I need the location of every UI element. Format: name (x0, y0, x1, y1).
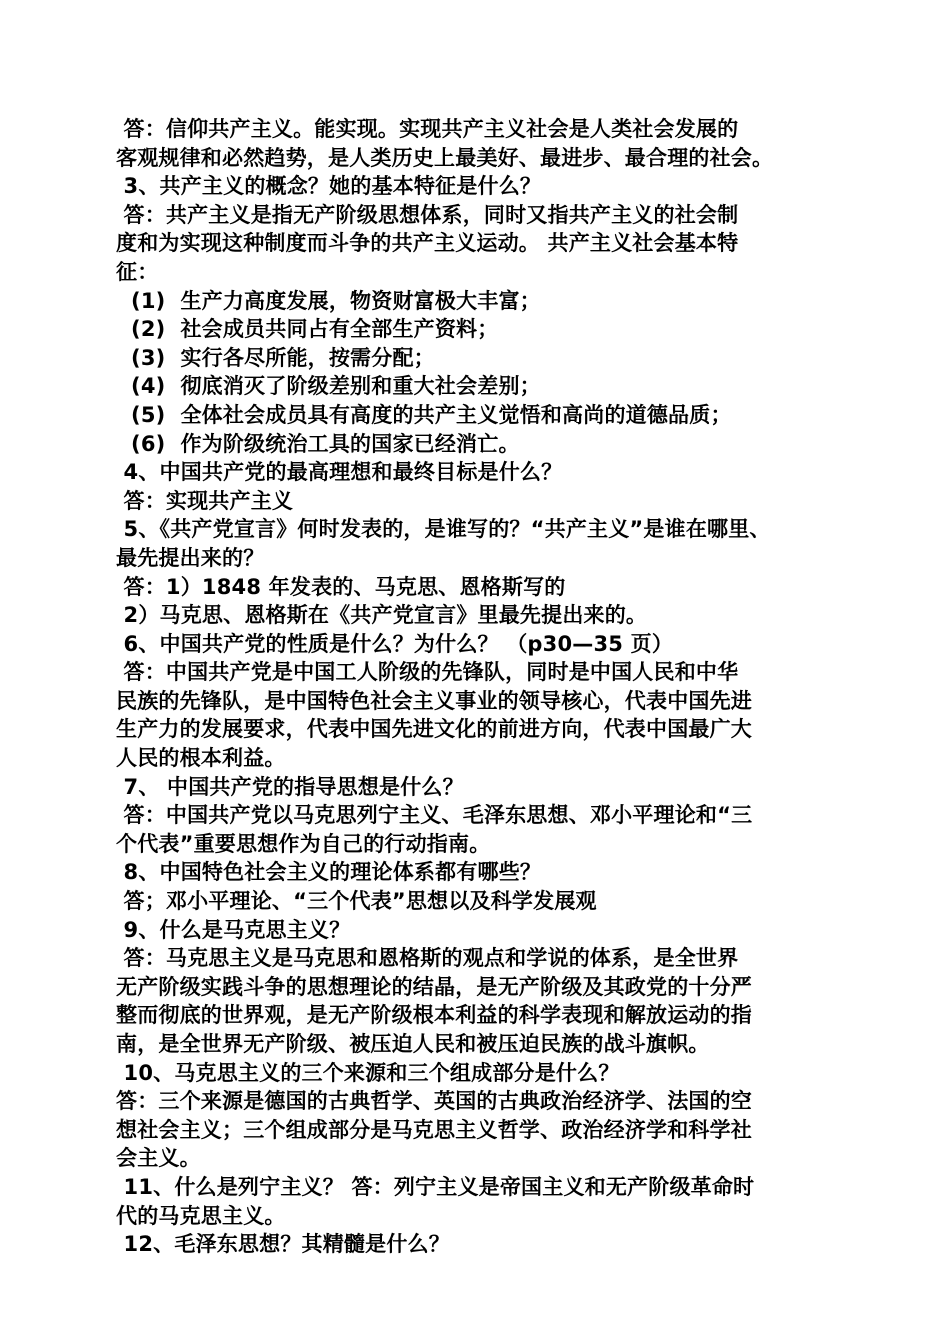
question-9: 9、什么是马克思主义？ (116, 917, 351, 942)
answer-line: 答：中国共产党是中国工人阶级的先锋队，同时是中国人民和中华 (116, 660, 739, 685)
question-5: 最先提出来的？ (116, 545, 265, 570)
answer-line: 征： (116, 259, 159, 284)
answer-line: 答：中国共产党以马克思列宁主义、毛泽东思想、邓小平理论和“三 (116, 803, 753, 828)
list-item: (1) 生产力高度发展，物资财富极大丰富； (116, 288, 541, 313)
answer-line: 答：马克思主义是马克思和恩格斯的观点和学说的体系，是全世界 (116, 946, 739, 971)
answer-line: 答：1）1848 年发表的、马克思、恩格斯写的 (116, 574, 566, 599)
list-item: (6) 作为阶级统治工具的国家已经消亡。 (116, 431, 520, 456)
answer-line: 生产力的发展要求，代表中国先进文化的前进方向，代表中国最广大 (116, 717, 752, 742)
list-item: (4) 彻底消灭了阶级差别和重大社会差别； (116, 374, 541, 399)
answer-line: 客观规律和必然趋势，是人类历史上最美好、最进步、最合理的社会。 (116, 145, 774, 170)
answer-line: 答：信仰共产主义。能实现。实现共产主义社会是人类社会发展的 (116, 117, 739, 141)
question-6: 6、中国共产党的性质是什么？为什么？ （p30—35 页） (116, 631, 674, 656)
answer-line: 想社会主义；三个组成部分是马克思主义哲学、政治经济学和科学社 (116, 1117, 752, 1142)
list-item: (3) 实行各尽所能，按需分配； (116, 345, 435, 370)
question-7: 7、 中国共产党的指导思想是什么？ (116, 774, 464, 799)
answer-line: 答：三个来源是德国的古典哲学、英国的古典政治经济学、法国的空 (116, 1089, 752, 1114)
question-4: 4、中国共产党的最高理想和最终目标是什么？ (116, 460, 563, 485)
document-page (116, 115, 846, 1259)
answer-line: 无产阶级实践斗争的思想理论的结晶，是无产阶级及其政党的十分严 (116, 974, 752, 999)
list-item: (5) 全体社会成员具有高度的共产主义觉悟和高尚的道德品质； (116, 402, 732, 427)
question-11: 11、什么是列宁主义？ 答：列宁主义是帝国主义和无产阶级革命时 (116, 1174, 755, 1199)
question-8: 8、中国特色社会主义的理论体系都有哪些？ (116, 860, 542, 885)
answer-line: 民族的先锋队，是中国特色社会主义事业的领导核心，代表中国先进 (116, 688, 752, 713)
answer-line: 整而彻底的世界观，是无产阶级根本利益的科学表现和解放运动的指 (116, 1003, 752, 1028)
answer-line: 答：实现共产主义 (116, 488, 294, 513)
question-3: 3、共产主义的概念？她的基本特征是什么？ (116, 174, 542, 199)
answer-line: 个代表”重要思想作为自己的行动指南。 (116, 831, 491, 856)
answer-line: 代的马克思主义。 (116, 1203, 286, 1228)
answer-line: 2）马克思、恩格斯在《共产党宣言》里最先提出来的。 (116, 603, 648, 628)
question-10: 10、马克思主义的三个来源和三个组成部分是什么？ (116, 1060, 620, 1085)
answer-line: 答；邓小平理论、“三个代表”思想以及科学发展观 (116, 889, 597, 914)
question-12: 12、毛泽东思想？其精髓是什么？ (116, 1232, 450, 1257)
answer-line: 会主义。 (116, 1146, 201, 1171)
answer-line: 南，是全世界无产阶级、被压迫人民和被压迫民族的战斗旗帜。 (116, 1032, 710, 1056)
answer-line: 人民的根本利益。 (116, 746, 286, 771)
question-5: 5、《共产党宣言》何时发表的，是谁写的？“共产主义”是谁在哪里、 (116, 517, 771, 542)
answer-line: 答：共产主义是指无产阶级思想体系，同时又指共产主义的社会制 (116, 202, 739, 227)
list-item: (2) 社会成员共同占有全部生产资料； (116, 317, 499, 342)
answer-line: 度和为实现这种制度而斗争的共产主义运动。 共产主义社会基本特 (116, 231, 739, 256)
